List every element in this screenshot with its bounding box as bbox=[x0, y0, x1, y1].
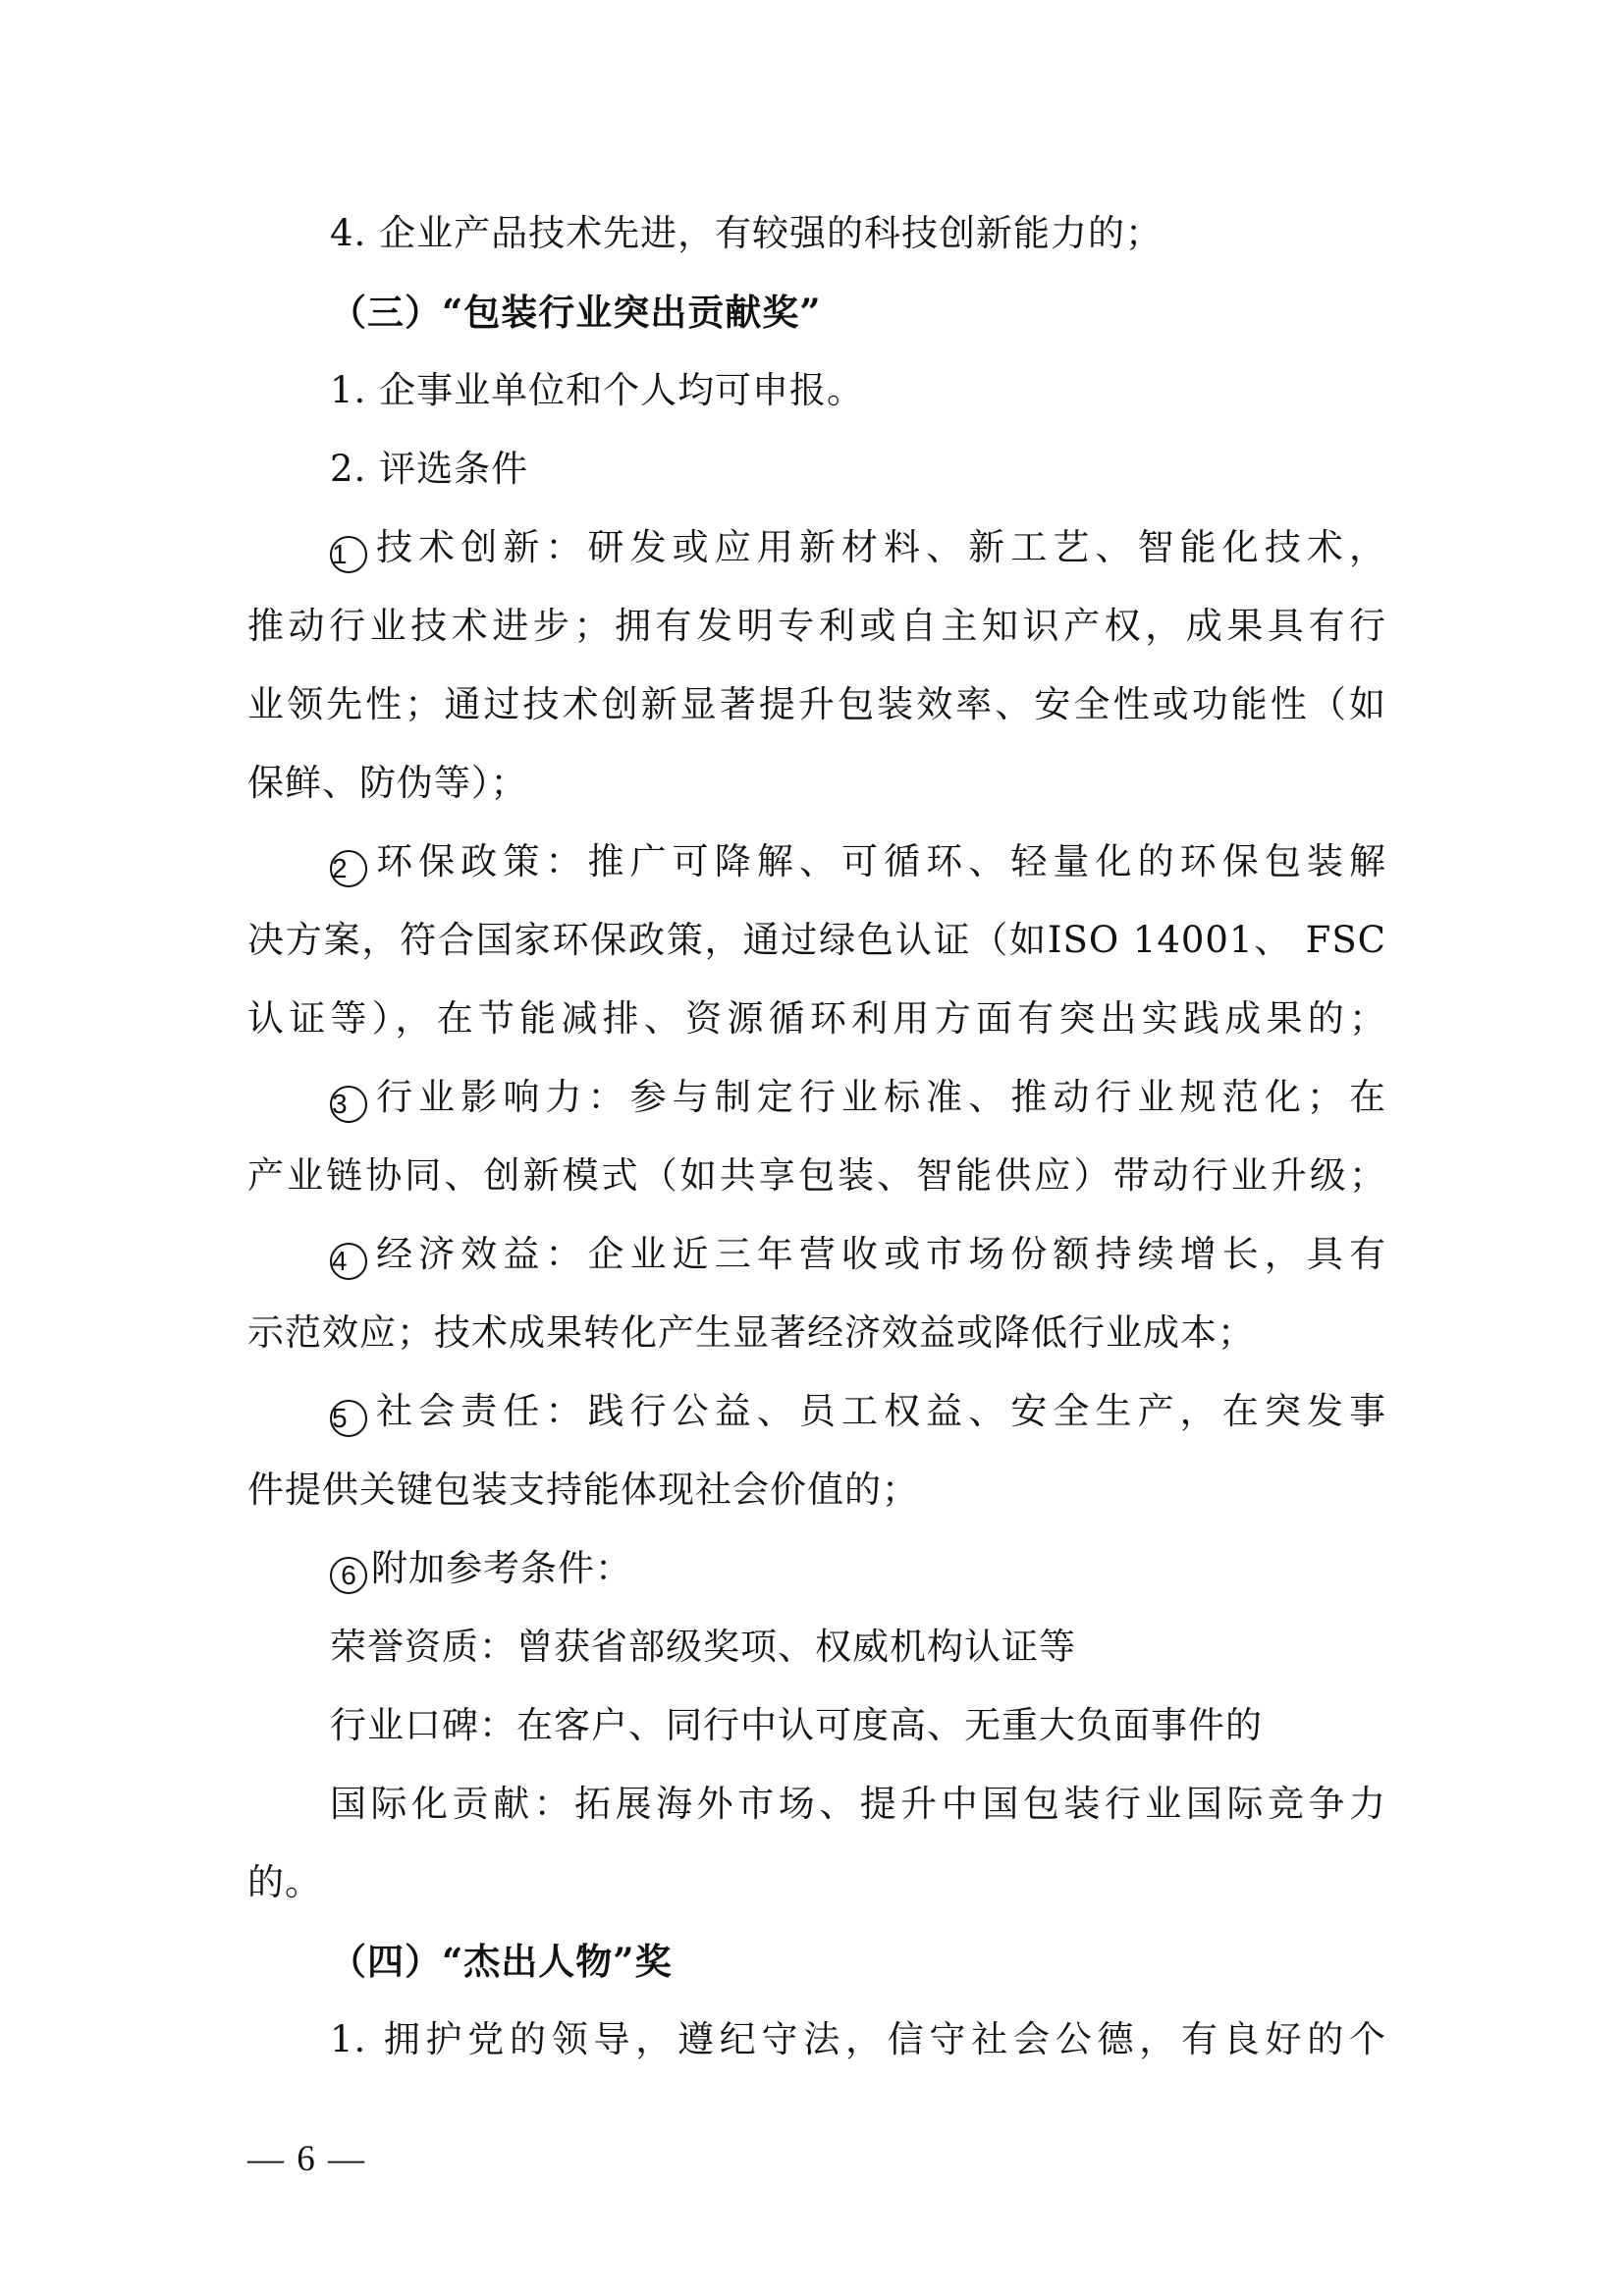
line-text: 推动行业技术进步；拥有发明专利或自主知识产权，成果具有行 bbox=[247, 605, 1386, 647]
line-text: 4. 企业产品技术先进，有较强的科技创新能力的； bbox=[330, 212, 1164, 254]
numbered-item bbox=[247, 842, 1386, 881]
line-text: 决方案，符合国家环保政策，通过绿色认证（如ISO 14001、 FSC bbox=[247, 919, 1386, 961]
line-text: 国际化贡献：拓展海外市场、提升中国包装行业国际竞争力 bbox=[330, 1783, 1386, 1825]
section-heading bbox=[247, 1942, 1386, 1981]
document-page bbox=[247, 214, 1386, 2099]
text-line bbox=[247, 371, 1386, 410]
line-text: 荣誉资质：曾获省部级奖项、权威机构认证等 bbox=[330, 1626, 1076, 1668]
line-text: 2. 评选条件 bbox=[330, 448, 529, 490]
numbered-item bbox=[247, 528, 1386, 567]
text-line bbox=[247, 607, 1386, 646]
section-heading bbox=[247, 293, 1386, 332]
text-line bbox=[247, 1863, 1386, 1902]
text-line bbox=[247, 1313, 1386, 1353]
line-text: 1. 企事业单位和个人均可申报。 bbox=[330, 369, 865, 411]
text-line bbox=[247, 999, 1386, 1039]
circled-number-badge: 5 bbox=[330, 1400, 367, 1437]
page-number: — 6 — bbox=[247, 2139, 366, 2179]
text-line bbox=[247, 685, 1386, 724]
text-line bbox=[247, 1628, 1386, 1667]
line-text: （三）“包装行业突出贡献奖” bbox=[330, 291, 822, 334]
text-line bbox=[247, 450, 1386, 489]
text-line bbox=[247, 1470, 1386, 1510]
line-text: 产业链协同、创新模式（如共享包装、智能供应）带动行业升级； bbox=[247, 1154, 1386, 1197]
line-text: 认证等），在节能减排、资源循环利用方面有突出实践成果的； bbox=[247, 997, 1386, 1040]
numbered-item bbox=[247, 1549, 1386, 1588]
line-text: 示范效应；技术成果转化产生显著经济效益或降低行业成本； bbox=[247, 1311, 1255, 1354]
line-text: 的。 bbox=[247, 1861, 322, 1903]
circled-number-badge: 6 bbox=[330, 1557, 367, 1594]
line-text: （四）“杰出人物”奖 bbox=[330, 1940, 673, 1983]
circled-number-badge: 1 bbox=[330, 536, 367, 573]
line-text: 行业影响力：参与制定行业标准、推动行业规范化；在 bbox=[371, 1076, 1386, 1118]
text-line bbox=[247, 921, 1386, 960]
text-line bbox=[247, 1706, 1386, 1745]
line-text: 附加参考条件： bbox=[371, 1547, 632, 1589]
numbered-item bbox=[247, 1392, 1386, 1431]
text-line bbox=[247, 214, 1386, 253]
line-text: 件提供关键包装支持能体现社会价值的； bbox=[247, 1468, 919, 1511]
line-text: 行业口碑：在客户、同行中认可度高、无重大负面事件的 bbox=[330, 1704, 1263, 1746]
text-line bbox=[247, 1785, 1386, 1824]
numbered-item bbox=[247, 1235, 1386, 1274]
text-line bbox=[247, 2020, 1386, 2059]
line-text: 社会责任：践行公益、员工权益、安全生产，在突发事 bbox=[371, 1390, 1386, 1432]
line-text: 技术创新：研发或应用新材料、新工艺、智能化技术， bbox=[371, 526, 1386, 568]
text-line bbox=[247, 1156, 1386, 1196]
line-text: 业领先性；通过技术创新显著提升包装效率、安全性或功能性（如 bbox=[247, 683, 1386, 725]
circled-number-badge: 4 bbox=[330, 1243, 367, 1280]
line-text: 经济效益：企业近三年营收或市场份额持续增长，具有 bbox=[371, 1233, 1386, 1275]
circled-number-badge: 2 bbox=[330, 850, 367, 887]
circled-number-badge: 3 bbox=[330, 1086, 367, 1123]
text-line bbox=[247, 764, 1386, 803]
line-text: 1. 拥护党的领导，遵纪守法，信守社会公德，有良好的个 bbox=[330, 2018, 1386, 2060]
numbered-item bbox=[247, 1078, 1386, 1117]
line-text: 保鲜、防伪等）； bbox=[247, 762, 528, 804]
line-text: 环保政策：推广可降解、可循环、轻量化的环保包装解 bbox=[371, 840, 1386, 882]
